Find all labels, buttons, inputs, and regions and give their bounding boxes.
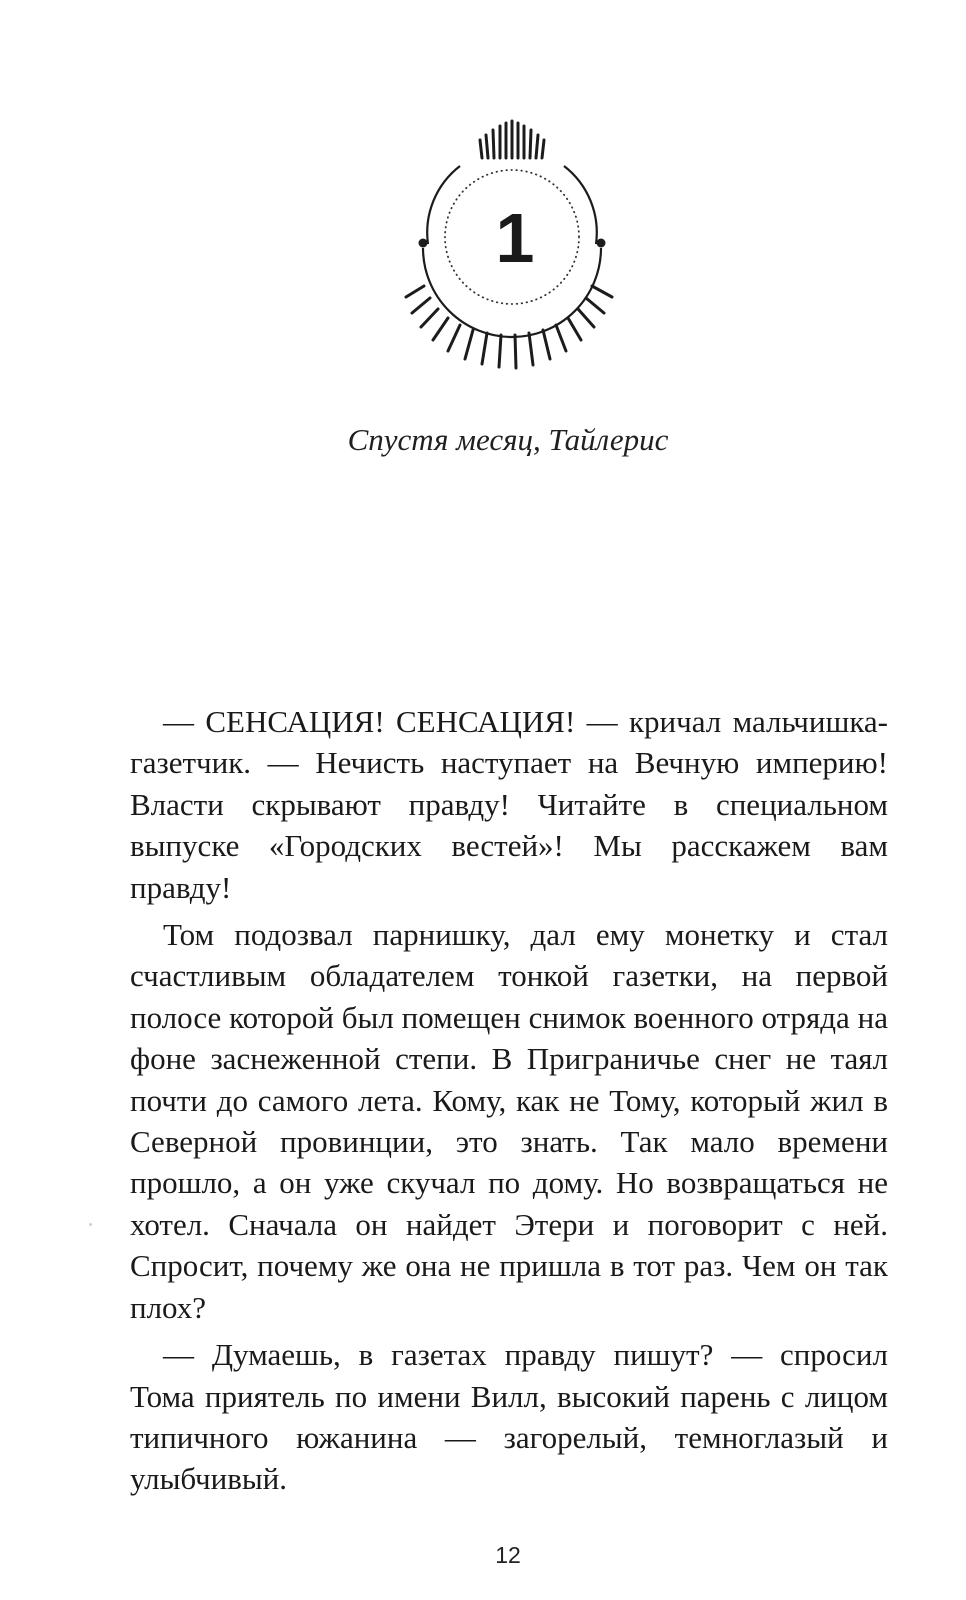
crown-rays <box>480 121 544 158</box>
chapter-number: 1 <box>495 199 535 277</box>
paragraph: — Думаешь, в газетах правду пишут? — спросил Тома приятель по имени Вилл, высокий парень с лицом типичного южанина — загорелый, темноглазый и улыбчивый. <box>130 1337 888 1497</box>
chapter-subtitle: Спустя месяц, Тайлерис <box>347 422 669 457</box>
arc-dot-left <box>419 239 428 248</box>
lower-rays <box>406 286 612 368</box>
outer-arc-right <box>564 166 597 244</box>
paragraph: — СЕНСАЦИЯ! СЕНСАЦИЯ! — кричал мальчишка-газетчик. — Нечисть наступает на Вечную империю! Власти скрывают правду! Читайте в специальном выпуске «Городских вестей»! Мы расскажем вам правду! <box>130 704 888 905</box>
page-number: 12 <box>495 1542 521 1568</box>
outer-arc-left <box>427 166 460 244</box>
chapter-body <box>130 701 888 1506</box>
paper-speck <box>89 1223 92 1226</box>
arc-dot-right <box>597 239 606 248</box>
paragraph: Том подозвал парнишку, дал ему монетку и стал счастливым обладателем тонкой газетки, на первой полосе которой был помещен снимок военного отряда на фоне заснеженной степи. В Приграничье снег не таял почти до самого лета. Кому, как не Тому, который жил в Северной провинции, это знать. Так мало времени прошло, а он уже скучал по дому. Но возвращаться не хотел. Сначала он найдет Этери и поговорит с ней. Спросит, почему же она не пришла в тот раз. Чем он так плох? <box>130 917 888 1325</box>
